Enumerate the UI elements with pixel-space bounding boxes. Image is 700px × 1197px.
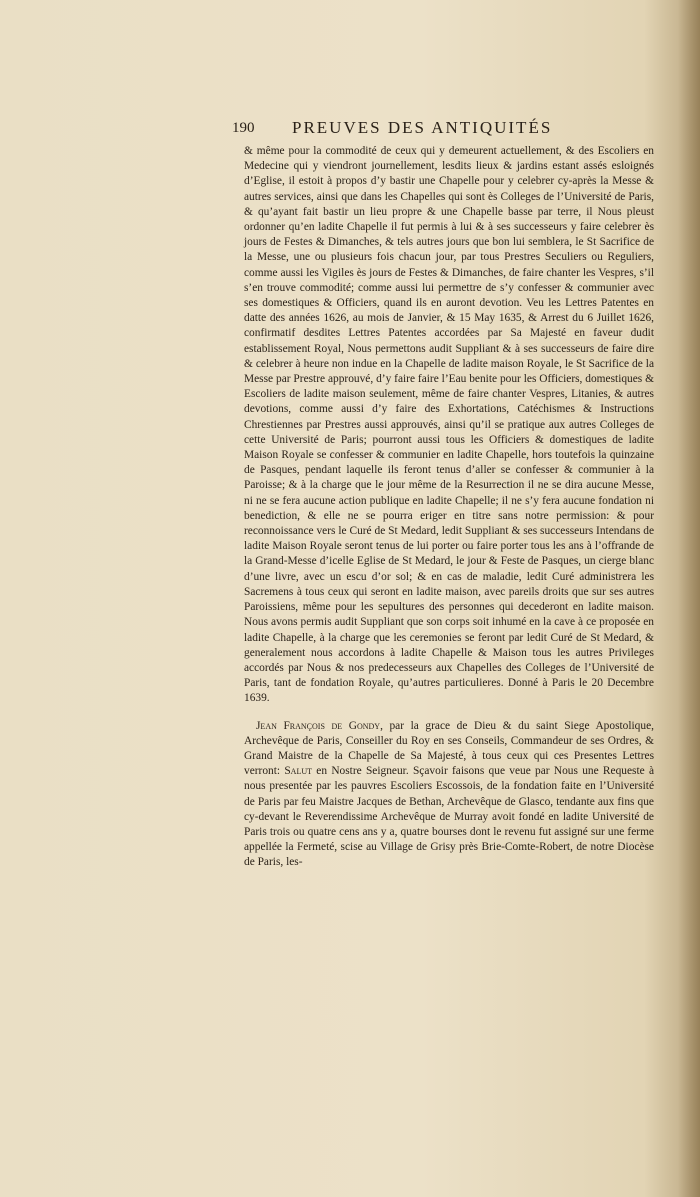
paragraph-2 [244, 719, 654, 871]
page-gutter-shadow [678, 0, 700, 1197]
page-header [232, 118, 652, 140]
paragraph-2-salut: Salut [284, 765, 313, 778]
paragraph-2-lead: Jean François de Gondy [256, 719, 381, 732]
paragraph-1: & même pour la commodité de ceux qui y demeurent actuellement, & des Escoliers en Medecine qui y viendront journellement, lesdits lieux & jardins estant assés esloignés d’Eglise, il estoit à propos d’y bastir une Chapelle pour y celebrer cy-après la Messe & autres services, ainsi que dans les Chapelles qui sont ès Colleges de l’Université de Paris, & qu’ayant fait bastir un lieu propre & une Chapelle basse par terre, il Nous pleust ordonner qu’en ladite Chapelle il fut permis à lui & à ses successeurs y faire celebrer ès jours de Festes & Dimanches, & tels autres jours que bon lui semblera, le St Sacrifice de la Messe, une ou plusieurs fois chacun jour, par tous Prestres Seculiers ou Reguliers, comme aussi les Vigiles ès jours de Festes & Dimanches, de faire chanter les Vespres, s’il s’en trouve commodité; comme aussi lui permettre de s’y confesser & communier avec ses domestiques & Officiers, quand ils en auront devotion. Veu les Lettres Patentes en datte des années 1626, au mois de Janvier, & 15 May 1635, & Arrest du 6 Juillet 1626, confirmatif desdites Lettres Patentes accordées par Sa Majesté en faveur dudit establissement Royal, Nous permettons audit Suppliant & à ses successeurs de faire dire & celebrer à heure non indue en la Chapelle de ladite maison Royale, le St Sacrifice de la Messe par Prestre approuvé, d’y faire faire l’Eau benite pour les Officiers, domestiques & Escoliers de ladite maison seulement, même de faire chanter Vespres, Litanies, & autres devotions, comme aussi d’y faire des Exhortations, Catéchismes & Instructions Chrestiennes par Prestres aussi approuvés, ainsi qu’il se pratique aux autres Colleges de cette Université de Paris; pourront aussi tous les Officiers & domestiques de ladite Maison Royale se confesser & communier en ladite Chapelle, hors toutefois la quinzaine de Pasques, pendant laquelle ils feront tenus d’aller se confesser & communier à la Paroisse; & à la charge que le jour même de la Resurrection il ne se dira aucune Messe, ni ne se fera aucune action publique en ladite Chapelle; il ne s’y fera aucune fondation ni benediction, & elle ne se pourra eriger en titre sans notre permission: & pour reconnoissance vers le Curé de St Medard, ledit Suppliant & ses successeurs Intendans de ladite Maison Royale seront tenus de lui porter ou faire porter tous les ans à l’offrande de la Grand-Messe d’icelle Eglise de St Medard, le jour & Feste de Pasques, un cierge blanc d’une livre, avec un escu d’or sol; & en cas de maladie, ledit Curé administrera les Sacremens à tous ceux qui seront en ladite maison, avec pareils droits que sur ses autres Paroissiens, même pour les sepultures des personnes qui decederont en ladite maison. Nous avons permis audit Suppliant que son corps soit inhumé en la cave à ce proposée en ladite Chapelle, à la charge que les ceremonies se feront par ledit Curé de St Medard, & generalement nous accordons à ladite Chapelle & Maison tous les autres Privileges accordés par Nous & nos predecesseurs aux Chapelles des Colleges de l’Université de Paris, tant de fondation Royale, qu’autres particulieres. Donné à Paris le 20 Decembre 1639. [244, 145, 654, 705]
running-title: PREUVES DES ANTIQUITÉS [292, 118, 553, 137]
paragraph-2-body: , par la grace de Dieu & du saint Siege Apostolique, Archevêque de Paris, Conseiller du Roy en ses Conseils, Commandeur de ses Ordres, & Grand Maistre de la Chapelle de Sa Majesté, à tous ceux qui ces Presentes Lettres verront: [244, 719, 654, 778]
paragraph-2-rest: en Nostre Seigneur. Sçavoir faisons que veue par Nous une Requeste à nous presentée par les pauvres Escoliers Escossois, de la fondation faite en l’Université de Paris par feu Maistre Jacques de Bethan, Archevêque de Glasco, tendante aux fins que cy-devant le Reverendissime Archevêque de Murray avoit fondé en ladite Université de Paris trois ou quatre cens ans y a, quatre bourses dont le revenu fut assigné sur une ferme appellée la Fermeté, scise au Village de Grisy près Brie-Comte-Robert, de notre Diocèse de Paris, les- [244, 765, 654, 869]
page-number: 190 [232, 120, 255, 136]
body-text [244, 144, 654, 871]
